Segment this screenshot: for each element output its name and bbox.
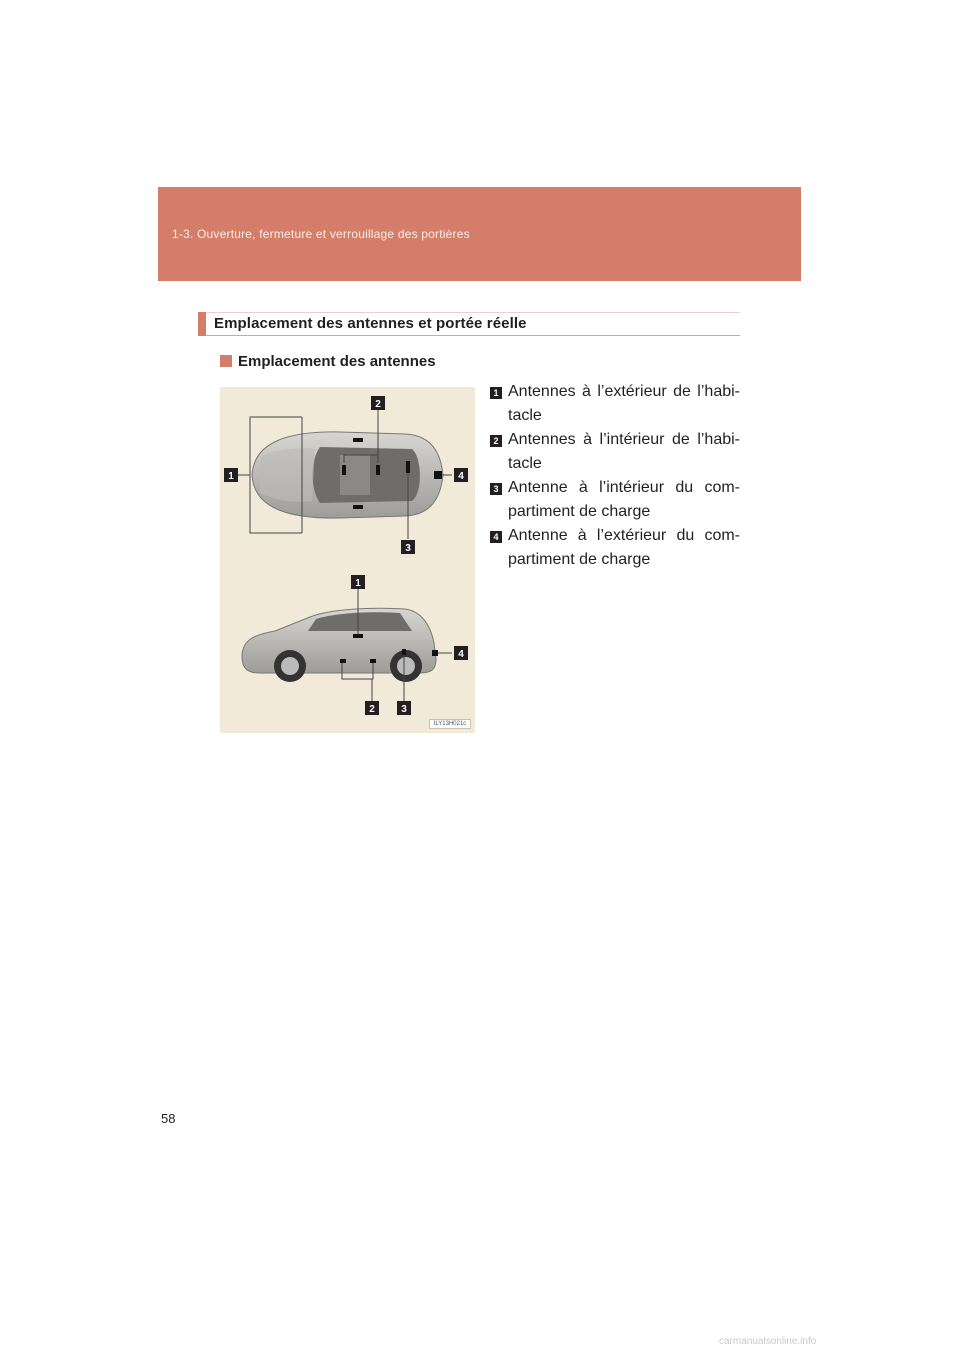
square-bullet-icon [220, 355, 232, 367]
number-badge: 4 [490, 531, 502, 543]
number-badge: 3 [490, 483, 502, 495]
callout-3-top-label: 3 [405, 543, 411, 554]
section-marker [198, 312, 206, 336]
callout-1-side-label: 1 [355, 578, 361, 589]
section-title: Emplacement des antennes et portée réelle [214, 315, 527, 332]
antenna-list [490, 380, 740, 572]
list-item-text: Antennes à l’intérieur de l’habi-tacle [508, 431, 740, 472]
car-top-view [252, 432, 443, 518]
watermark: carmanualsonline.info [719, 1336, 817, 1347]
list-item [490, 476, 740, 524]
page-number: 58 [161, 1111, 176, 1126]
callout-2-side-label: 2 [369, 704, 375, 715]
callout-3-side-label: 3 [401, 704, 407, 715]
list-item-text: Antenne à l’extérieur du com-partiment de charge [508, 527, 740, 568]
car-side-view [242, 608, 436, 682]
number-badge: 1 [490, 387, 502, 399]
chapter-heading: 1-3. Ouverture, fermeture et verrouillage des portières [172, 227, 470, 241]
list-item [490, 380, 740, 428]
callout-4-side-label: 4 [458, 649, 464, 660]
car-illustration [220, 387, 475, 733]
callout-2-top-label: 2 [375, 399, 381, 410]
figure-code: ILY13H021c [429, 719, 471, 729]
list-item [490, 524, 740, 572]
list-item-text: Antennes à l’extérieur de l’habi-tacle [508, 383, 740, 424]
list-item-text: Antenne à l’intérieur du com-partiment de charge [508, 479, 740, 520]
callout-4-top-label: 4 [458, 471, 464, 482]
number-badge: 2 [490, 435, 502, 447]
list-item [490, 428, 740, 476]
subsection-title: Emplacement des antennes [238, 353, 436, 370]
antenna-location-figure [220, 387, 475, 733]
callout-1-top-label: 1 [228, 471, 234, 482]
subsection-heading [220, 353, 436, 370]
